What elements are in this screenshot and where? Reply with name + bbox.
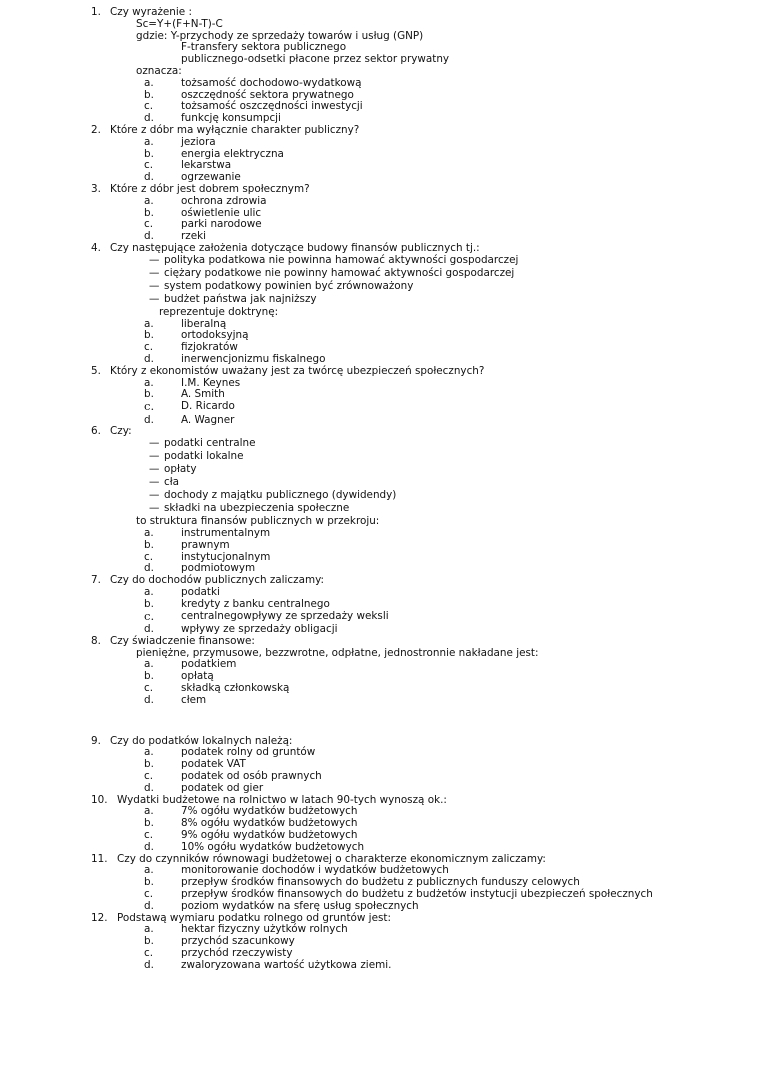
question-number: 10. xyxy=(91,793,108,806)
option-text: A. Wagner xyxy=(181,413,235,426)
question-item xyxy=(0,426,760,575)
option-letter: d. xyxy=(144,171,154,184)
option-letter: d. xyxy=(144,562,154,575)
option-text: składką członkowską xyxy=(181,682,290,695)
question-item xyxy=(0,243,760,366)
option-letter: a. xyxy=(144,376,154,389)
answer-option xyxy=(0,330,760,342)
answer-option xyxy=(0,137,760,149)
question-header xyxy=(0,426,760,438)
answer-option xyxy=(0,599,760,611)
answer-option xyxy=(0,747,760,759)
option-letter: c. xyxy=(144,550,154,563)
question-text: Czy do podatków lokalnych należą: xyxy=(110,734,293,747)
option-text: 7% ogółu wydatków budżetowych xyxy=(181,805,358,818)
detail-text: publicznego-odsetki płacone przez sektor prywatny xyxy=(181,53,450,66)
option-letter: b. xyxy=(144,329,154,342)
bullet-item xyxy=(0,294,760,307)
option-text: przychód rzeczywisty xyxy=(181,947,293,959)
option-letter: b. xyxy=(144,597,154,610)
option-text: przychód szacunkowy xyxy=(181,935,295,948)
option-text: podatkiem xyxy=(181,658,237,671)
option-text: I.M. Keynes xyxy=(181,376,241,389)
option-letter: b. xyxy=(144,670,154,683)
bullet-text: budżet państwa jak najniższy xyxy=(164,292,317,305)
question-number: 6. xyxy=(91,425,101,438)
question-header xyxy=(0,7,760,19)
question-item xyxy=(0,913,760,972)
option-letter: a. xyxy=(144,658,154,671)
option-text: hektar fizyczny użytków rolnych xyxy=(181,923,348,936)
answer-option xyxy=(0,378,760,390)
option-letter: a. xyxy=(144,864,154,877)
option-text: instytucjonalnym xyxy=(181,550,271,563)
answer-option xyxy=(0,960,760,972)
option-text: ogrzewanie xyxy=(181,171,241,184)
bullet-text: system podatkowy powinien być zrównoważony xyxy=(164,279,414,292)
option-text: 10% ogółu wydatków budżetowych xyxy=(181,840,365,853)
option-letter: c. xyxy=(144,399,155,414)
dash-icon: — xyxy=(149,489,160,502)
question-number: 7. xyxy=(91,574,101,587)
option-text: kredyty z banku centralnego xyxy=(181,597,330,610)
bullet-text: cła xyxy=(164,476,180,489)
option-text: funkcję konsumpcji xyxy=(181,112,281,125)
option-text: podatek rolny od gruntów xyxy=(181,746,316,759)
answer-option xyxy=(0,659,760,671)
option-letter: c. xyxy=(144,888,154,901)
answer-option xyxy=(0,528,760,540)
answer-option xyxy=(0,540,760,552)
question-text: Podstawą wymiaru podatku rolnego od gruntów jest: xyxy=(117,911,391,924)
dash-icon: — xyxy=(149,476,160,489)
document-page xyxy=(0,7,760,972)
option-text: centralnegowpływy ze sprzedaży weksli xyxy=(181,609,389,622)
question-text: Czy świadczenie finansowe: xyxy=(110,634,255,647)
question-number: 9. xyxy=(91,734,101,747)
option-letter: c. xyxy=(144,341,154,354)
option-letter: d. xyxy=(144,623,154,636)
question-number: 3. xyxy=(91,182,101,195)
answer-option xyxy=(0,924,760,936)
answer-option xyxy=(0,354,760,366)
dash-icon: — xyxy=(149,450,160,463)
option-letter: c. xyxy=(144,100,154,113)
option-letter: c. xyxy=(144,682,154,695)
option-text: energia elektryczna xyxy=(181,147,284,160)
option-text: 9% ogółu wydatków budżetowych xyxy=(181,829,358,842)
question-item xyxy=(0,736,760,795)
option-letter: a. xyxy=(144,746,154,759)
question-item xyxy=(0,366,760,427)
option-text: D. Ricardo xyxy=(181,400,235,413)
answer-option xyxy=(0,90,760,102)
option-text: rzeki xyxy=(181,230,207,243)
question-detail-line xyxy=(0,516,760,528)
option-text: instrumentalnym xyxy=(181,527,271,539)
question-number: 4. xyxy=(91,241,101,254)
option-letter: c. xyxy=(144,159,154,172)
question-item xyxy=(0,795,760,854)
question-header xyxy=(0,575,760,587)
detail-text: reprezentuje doktrynę: xyxy=(159,305,279,318)
question-number: 12. xyxy=(91,911,108,924)
detail-text: oznacza: xyxy=(136,64,182,77)
answer-option xyxy=(0,208,760,220)
option-letter: c. xyxy=(144,829,154,842)
option-text: ortodoksyjną xyxy=(181,329,249,342)
option-text: poziom wydatków na sferę usług społecznych xyxy=(181,899,419,912)
question-detail-line xyxy=(0,307,760,319)
dash-icon: — xyxy=(149,437,160,450)
question-detail-line xyxy=(0,66,760,78)
answer-option xyxy=(0,101,760,113)
dash-icon: — xyxy=(149,463,160,476)
option-text: prawnym xyxy=(181,538,230,551)
answer-option xyxy=(0,196,760,208)
option-letter: c. xyxy=(144,218,154,231)
bullet-text: składki na ubezpieczenia społeczne xyxy=(164,502,350,515)
option-letter: b. xyxy=(144,147,154,160)
question-number: 8. xyxy=(91,634,101,647)
question-text: Czy: xyxy=(110,425,132,438)
option-letter: d. xyxy=(144,781,154,794)
option-letter: a. xyxy=(144,527,154,539)
option-text: podatek od osób prawnych xyxy=(181,770,322,783)
option-letter: a. xyxy=(144,317,154,330)
answer-option xyxy=(0,842,760,854)
option-letter: d. xyxy=(144,413,154,426)
option-letter: b. xyxy=(144,935,154,948)
option-letter: d. xyxy=(144,352,154,365)
option-text: cłem xyxy=(181,693,207,706)
option-text: podatek VAT xyxy=(181,758,246,771)
question-header xyxy=(0,184,760,196)
option-letter: d. xyxy=(144,840,154,853)
option-letter: d. xyxy=(144,112,154,125)
question-text: Czy następujące założenia dotyczące budowy finansów publicznych tj.: xyxy=(110,241,480,254)
option-text: oszczędność sektora prywatnego xyxy=(181,88,354,101)
option-text: podatek od gier xyxy=(181,781,264,794)
option-letter: c. xyxy=(144,947,154,959)
bullet-text: podatki centralne xyxy=(164,437,256,450)
option-text: monitorowanie dochodów i wydatków budżetowych xyxy=(181,864,449,877)
question-text: Wydatki budżetowe na rolnictwo w latach 90-tych wynoszą ok.: xyxy=(117,793,447,806)
bullet-item xyxy=(0,464,760,477)
question-header xyxy=(0,366,760,378)
option-text: opłatą xyxy=(181,670,214,683)
bullet-item xyxy=(0,281,760,294)
option-letter: d. xyxy=(144,230,154,243)
answer-option xyxy=(0,319,760,331)
answer-option xyxy=(0,771,760,783)
option-letter: a. xyxy=(144,194,154,207)
question-header xyxy=(0,736,760,748)
spacer xyxy=(0,707,760,736)
bullet-item xyxy=(0,438,760,451)
option-text: przepływ środków finansowych do budżetu z publicznych funduszy celowych xyxy=(181,876,580,889)
option-letter: b. xyxy=(144,817,154,830)
question-detail-line xyxy=(0,54,760,66)
dash-icon: — xyxy=(149,292,160,305)
option-letter: a. xyxy=(144,923,154,936)
bullet-text: polityka podatkowa nie powinna hamować aktywności gospodarczej xyxy=(164,253,519,266)
detail-text: pieniężne, przymusowe, bezzwrotne, odpłatne, jednostronnie nakładane jest: xyxy=(136,646,539,659)
detail-text: gdzie: Y-przychody ze sprzedaży towarów i usług (GNP) xyxy=(136,29,424,42)
option-text: tożsamość oszczędności inwestycji xyxy=(181,100,363,113)
bullet-item xyxy=(0,268,760,281)
option-text: inerwencjonizmu fiskalnego xyxy=(181,352,326,365)
question-item xyxy=(0,184,760,243)
option-text: podatki xyxy=(181,585,220,598)
question-item xyxy=(0,854,760,913)
answer-option xyxy=(0,219,760,231)
question-text: Czy do dochodów publicznych zaliczamy: xyxy=(110,574,324,587)
question-text: Czy wyrażenie : xyxy=(110,6,192,18)
answer-option xyxy=(0,830,760,842)
answer-option xyxy=(0,342,760,354)
option-text: zwaloryzowana wartość użytkowa ziemi. xyxy=(181,958,392,971)
option-text: A. Smith xyxy=(181,388,225,401)
answer-option xyxy=(0,936,760,948)
detail-text: Sc=Y+(F+N-T)-C xyxy=(136,17,223,30)
question-item xyxy=(0,125,760,184)
option-letter: a. xyxy=(144,135,154,148)
option-text: parki narodowe xyxy=(181,218,262,231)
option-text: przepływ środków finansowych do budżetu z budżetów instytucji ubezpieczeń społecznych xyxy=(181,888,653,901)
option-letter: a. xyxy=(144,76,154,89)
bullet-text: ciężary podatkowe nie powinny hamować aktywności gospodarczej xyxy=(164,266,515,279)
option-letter: d. xyxy=(144,899,154,912)
option-text: oświetlenie ulic xyxy=(181,206,262,219)
question-header xyxy=(0,636,760,648)
answer-option xyxy=(0,608,760,625)
detail-text: F-transfery sektora publicznego xyxy=(181,41,347,54)
answer-option xyxy=(0,671,760,683)
bullet-item xyxy=(0,490,760,503)
question-number: 2. xyxy=(91,123,101,136)
answer-option xyxy=(0,683,760,695)
option-letter: b. xyxy=(144,538,154,551)
answer-option xyxy=(0,552,760,564)
dash-icon: — xyxy=(149,502,160,515)
answer-option xyxy=(0,78,760,90)
bullet-text: opłaty xyxy=(164,463,197,476)
option-text: podmiotowym xyxy=(181,562,256,575)
option-letter: c. xyxy=(144,608,155,623)
answer-option xyxy=(0,389,760,401)
answer-option xyxy=(0,160,760,172)
option-text: ochrona zdrowia xyxy=(181,194,267,207)
question-text: Czy do czynników równowagi budżetowej o charakterze ekonomicznym zaliczamy: xyxy=(117,852,546,865)
option-text: jeziora xyxy=(181,135,216,148)
answer-option xyxy=(0,149,760,161)
detail-text: to struktura finansów publicznych w przekroju: xyxy=(136,515,380,528)
dash-icon: — xyxy=(149,266,160,279)
question-header xyxy=(0,243,760,255)
bullet-text: podatki lokalne xyxy=(164,450,244,463)
option-text: tożsamość dochodowo-wydatkową xyxy=(181,76,362,89)
bullet-text: dochody z majątku publicznego (dywidendy) xyxy=(164,489,397,502)
question-header xyxy=(0,913,760,925)
question-detail-line xyxy=(0,31,760,43)
answer-option xyxy=(0,818,760,830)
answer-option xyxy=(0,783,760,795)
option-text: lekarstwa xyxy=(181,159,232,172)
dash-icon: — xyxy=(149,253,160,266)
question-text: Które z dóbr jest dobrem społecznym? xyxy=(110,182,310,195)
option-text: fizjokratów xyxy=(181,341,238,354)
option-text: wpływy ze sprzedaży obligacji xyxy=(181,623,338,636)
answer-option xyxy=(0,759,760,771)
bullet-item xyxy=(0,451,760,464)
option-letter: a. xyxy=(144,585,154,598)
option-letter: a. xyxy=(144,805,154,818)
question-text: Który z ekonomistów uważany jest za twórcę ubezpieczeń społecznych? xyxy=(110,364,485,377)
answer-option xyxy=(0,401,760,415)
option-letter: b. xyxy=(144,88,154,101)
question-detail-line xyxy=(0,648,760,660)
option-letter: b. xyxy=(144,206,154,219)
option-letter: b. xyxy=(144,876,154,889)
question-header xyxy=(0,795,760,807)
question-text: Które z dóbr ma wyłącznie charakter publiczny? xyxy=(110,123,360,136)
answer-option xyxy=(0,587,760,599)
option-text: liberalną xyxy=(181,317,227,330)
option-text: 8% ogółu wydatków budżetowych xyxy=(181,817,358,830)
option-letter: b. xyxy=(144,758,154,771)
bullet-item xyxy=(0,255,760,268)
answer-option xyxy=(0,806,760,818)
question-item xyxy=(0,575,760,636)
question-number: 5. xyxy=(91,364,101,377)
dash-icon: — xyxy=(149,279,160,292)
question-item xyxy=(0,7,760,125)
question-item xyxy=(0,636,760,707)
option-letter: b. xyxy=(144,388,154,401)
question-number: 1. xyxy=(91,6,101,18)
answer-option xyxy=(0,901,760,913)
question-header xyxy=(0,125,760,137)
option-letter: c. xyxy=(144,770,154,783)
option-letter: d. xyxy=(144,693,154,706)
question-number: 11. xyxy=(91,852,108,865)
option-letter: d. xyxy=(144,958,154,971)
answer-option xyxy=(0,695,760,707)
bullet-item xyxy=(0,503,760,516)
question-detail-line xyxy=(0,19,760,31)
